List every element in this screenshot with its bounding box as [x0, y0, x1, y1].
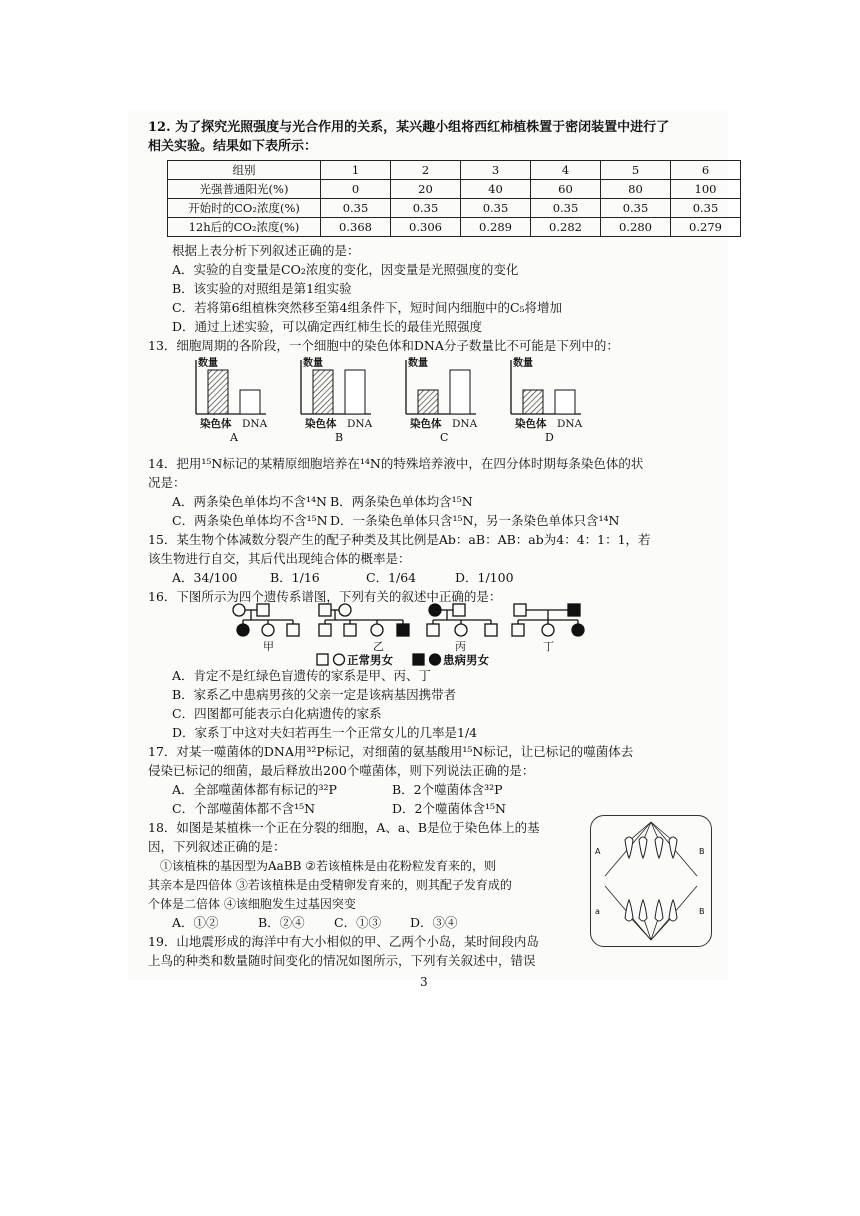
q13-bar-charts	[190, 352, 620, 447]
female-normal-icon	[334, 654, 345, 665]
x-tick-label: 染色体	[305, 418, 337, 430]
q12-line2: 相关实验。结果如下表所示：	[148, 139, 318, 154]
q15-option-d: D．1/100	[455, 570, 514, 585]
female-normal-icon	[542, 624, 554, 636]
table-cell: 12h后的CO₂浓度(%)	[168, 218, 321, 237]
dna-bar	[240, 390, 260, 414]
table-cell: 1	[321, 161, 391, 180]
q12-option-c: C．若将第6组植株突然移至第4组条件下，短时间内细胞中的C₅将增加	[172, 300, 563, 315]
q18-option-b: B．②④	[258, 915, 305, 930]
table-cell: 0.35	[531, 199, 601, 218]
table-cell: 0.35	[391, 199, 461, 218]
y-axis-label: 数量	[513, 358, 533, 369]
female-affected-icon	[429, 604, 441, 616]
q14-line2: 况是：	[148, 475, 186, 490]
family-label-jia: 甲	[263, 640, 274, 653]
x-tick-label: 染色体	[200, 418, 232, 430]
male-normal-icon	[344, 624, 356, 636]
q13-line1: 13．细胞周期的各阶段，一个细胞中的染色体和DNA分子数量比不可能是下列中的：	[148, 338, 619, 353]
q18-line4: 其亲本是四倍体 ③若该植株是由受精卵发育来的，则其配子发育成的	[148, 878, 512, 892]
male-normal-icon	[257, 604, 269, 616]
female-normal-icon	[371, 624, 383, 636]
table-cell: 2	[391, 161, 461, 180]
table-cell: 光强普通阳光(%)	[168, 180, 321, 199]
table-cell: 6	[671, 161, 741, 180]
pedigree-bing	[427, 604, 497, 636]
table-cell: 4	[531, 161, 601, 180]
q18-option-d: D．③④	[410, 915, 458, 930]
q15-option-c: C．1/64	[366, 570, 417, 585]
female-normal-icon	[233, 604, 245, 616]
q16-option-d: D．家系丁中这对夫妇若再生一个正常女儿的几率是1/4	[172, 725, 478, 740]
legend-affected-label: 患病男女	[443, 653, 489, 667]
table-cell: 组别	[168, 161, 321, 180]
y-axis-label: 数量	[408, 358, 428, 369]
male-affected-icon	[568, 604, 580, 616]
q17-option-c: C．个部噬菌体都不含¹⁵N	[172, 801, 316, 816]
dna-bar	[450, 370, 470, 414]
dna-bar	[345, 370, 365, 414]
male-affected-icon	[397, 624, 409, 636]
male-normal-icon	[485, 624, 497, 636]
option-letter: B	[335, 431, 344, 444]
male-normal-icon	[514, 604, 526, 616]
table-cell: 20	[391, 180, 461, 199]
table-cell: 3	[461, 161, 531, 180]
table-cell: 0.368	[321, 218, 391, 237]
table-cell: 0	[321, 180, 391, 199]
male-normal-icon	[427, 624, 439, 636]
q16-option-b: B．家系乙中患病男孩的父亲一定是该病基因携带者	[172, 687, 457, 702]
male-normal-icon	[287, 624, 299, 636]
q14-option-a: A．两条染色单体均不含¹⁴N	[172, 494, 327, 509]
pedigree-yi	[319, 604, 409, 636]
chromosome-bar	[523, 390, 543, 414]
q15-option-b: B．1/16	[270, 570, 320, 585]
table-cell: 0.35	[601, 199, 671, 218]
y-axis-label: 数量	[303, 358, 323, 369]
table-cell: 5	[601, 161, 671, 180]
x-tick-label: DNA	[452, 418, 478, 430]
dividing-cell-icon	[591, 816, 711, 946]
q19-line2: 上鸟的种类和数量随时间变化的情况如图所示，下列有关叙述中，错误	[148, 953, 536, 968]
q18-option-a: A．①②	[172, 915, 219, 930]
legend-normal-label: 正常男女	[347, 653, 393, 667]
table-cell: 0.282	[531, 218, 601, 237]
gene-label: B	[699, 847, 705, 856]
table-cell: 0.280	[601, 218, 671, 237]
q17-line1: 17．对某一噬菌体的DNA用³²P标记，对细菌的氨基酸用¹⁵N标记，让已标记的噬菌体去	[148, 744, 634, 759]
q16-pedigrees	[225, 600, 595, 670]
male-normal-icon	[319, 604, 331, 616]
q18-line3: ①该植株的基因型为AaBB ②若该植株是由花粉粒发育来的，则	[160, 859, 497, 873]
male-normal-icon	[453, 604, 465, 616]
q17-option-a: A．全部噬菌体都有标记的³²P	[172, 782, 337, 797]
pedigree-ding	[512, 604, 584, 636]
gene-label: B	[699, 907, 705, 916]
q16-line1: 16．下图所示为四个遗传系谱图，下列有关的叙述中正确的是：	[148, 589, 502, 604]
option-letter: D	[545, 431, 554, 444]
q12-stem: 根据上表分析下列叙述正确的是：	[172, 243, 360, 258]
gene-label: a	[595, 907, 600, 916]
option-letter: A	[230, 431, 238, 444]
q15-line1: 15．某生物个体减数分裂产生的配子种类及其比例是Ab：aB：AB：ab为4：4：1：1，若	[148, 532, 651, 547]
option-letter: C	[440, 431, 449, 444]
table-cell: 60	[531, 180, 601, 199]
family-label-yi: 乙	[373, 640, 384, 653]
female-normal-icon	[262, 624, 274, 636]
q14-line1: 14．把用¹⁵N标记的某精原细胞培养在¹⁴N的特殊培养液中，在四分体时期每条染色体的状	[148, 456, 644, 471]
q18-cell-diagram	[590, 815, 712, 947]
table-cell: 0.35	[671, 199, 741, 218]
x-tick-label: 染色体	[515, 418, 547, 430]
page-number: 3	[420, 975, 428, 989]
female-affected-icon	[430, 654, 441, 665]
table-row	[168, 218, 741, 237]
q18-line1: 18．如图是某植株一个正在分裂的细胞，A、a、B是位于染色体上的基	[148, 820, 540, 835]
q14-option-c: C．两条染色单体均不含¹⁵N	[172, 513, 328, 528]
table-cell: 0.289	[461, 218, 531, 237]
table-cell: 0.279	[671, 218, 741, 237]
table-cell: 开始时的CO₂浓度(%)	[168, 199, 321, 218]
male-affected-icon	[413, 654, 424, 665]
family-label-ding: 丁	[543, 640, 554, 653]
chromosome-bar	[418, 390, 438, 414]
q12-table	[167, 160, 741, 237]
male-normal-icon	[512, 624, 524, 636]
x-tick-label: DNA	[242, 418, 268, 430]
table-cell: 80	[601, 180, 671, 199]
q17-option-d: D．2个噬菌体含¹⁵N	[392, 801, 506, 816]
dna-bar	[555, 390, 575, 414]
chromosome-bar	[313, 370, 333, 414]
female-normal-icon	[339, 604, 351, 616]
q14-option-b: B．两条染色单体均含¹⁵N	[330, 494, 473, 509]
q17-line2: 侵染已标记的细菌，最后释放出200个噬菌体，则下列说法正确的是：	[148, 763, 535, 778]
table-cell: 0.306	[391, 218, 461, 237]
q12-option-d: D．通过上述实验，可以确定西红柿生长的最佳光照强度	[172, 319, 483, 334]
q15-option-a: A．34/100	[172, 570, 238, 585]
q17-option-b: B．2个噬菌体含³²P	[392, 782, 503, 797]
family-label-bing: 丙	[455, 640, 466, 653]
x-tick-label: DNA	[557, 418, 583, 430]
female-affected-icon	[572, 624, 584, 636]
table-cell: 0.35	[461, 199, 531, 218]
q16-option-c: C．四图都可能表示白化病遗传的家系	[172, 706, 382, 721]
q12-option-b: B．该实验的对照组是第1组实验	[172, 281, 352, 296]
q16-option-a: A．肯定不是红绿色盲遗传的家系是甲、丙、丁	[172, 668, 432, 683]
male-normal-icon	[317, 654, 328, 665]
q18-option-c: C．①③	[334, 915, 382, 930]
x-tick-label: 染色体	[410, 418, 442, 430]
table-cell: 40	[461, 180, 531, 199]
q19-line1: 19．山地震形成的海洋中有大小相似的甲、乙两个小岛，某时间段内岛	[148, 934, 539, 949]
table-row	[168, 161, 741, 180]
table-row	[168, 199, 741, 218]
table-cell: 0.35	[321, 199, 391, 218]
table-cell: 100	[671, 180, 741, 199]
q12-line1: 12. 为了探究光照强度与光合作用的关系，某兴趣小组将西红柿植株置于密闭装置中进行了	[148, 120, 670, 135]
x-tick-label: DNA	[347, 418, 373, 430]
q18-line5: 个体是二倍体 ④该细胞发生过基因突变	[148, 897, 356, 911]
q14-option-d: D．一条染色单体只含¹⁵N，另一条染色单体只含¹⁴N	[330, 513, 620, 528]
q18-line2: 因，下列叙述正确的是：	[148, 839, 286, 854]
chromosome-bar	[208, 370, 228, 414]
table-row	[168, 180, 741, 199]
pedigree-jia	[233, 604, 299, 636]
q12-option-a: A．实验的自变量是CO₂浓度的变化，因变量是光照强度的变化	[172, 262, 519, 277]
female-affected-icon	[237, 624, 249, 636]
y-axis-label: 数量	[198, 358, 218, 369]
male-normal-icon	[319, 624, 331, 636]
q15-line2: 该生物进行自交，其后代出现纯合体的概率是：	[148, 551, 411, 566]
gene-label: A	[595, 847, 601, 856]
female-normal-icon	[455, 624, 467, 636]
